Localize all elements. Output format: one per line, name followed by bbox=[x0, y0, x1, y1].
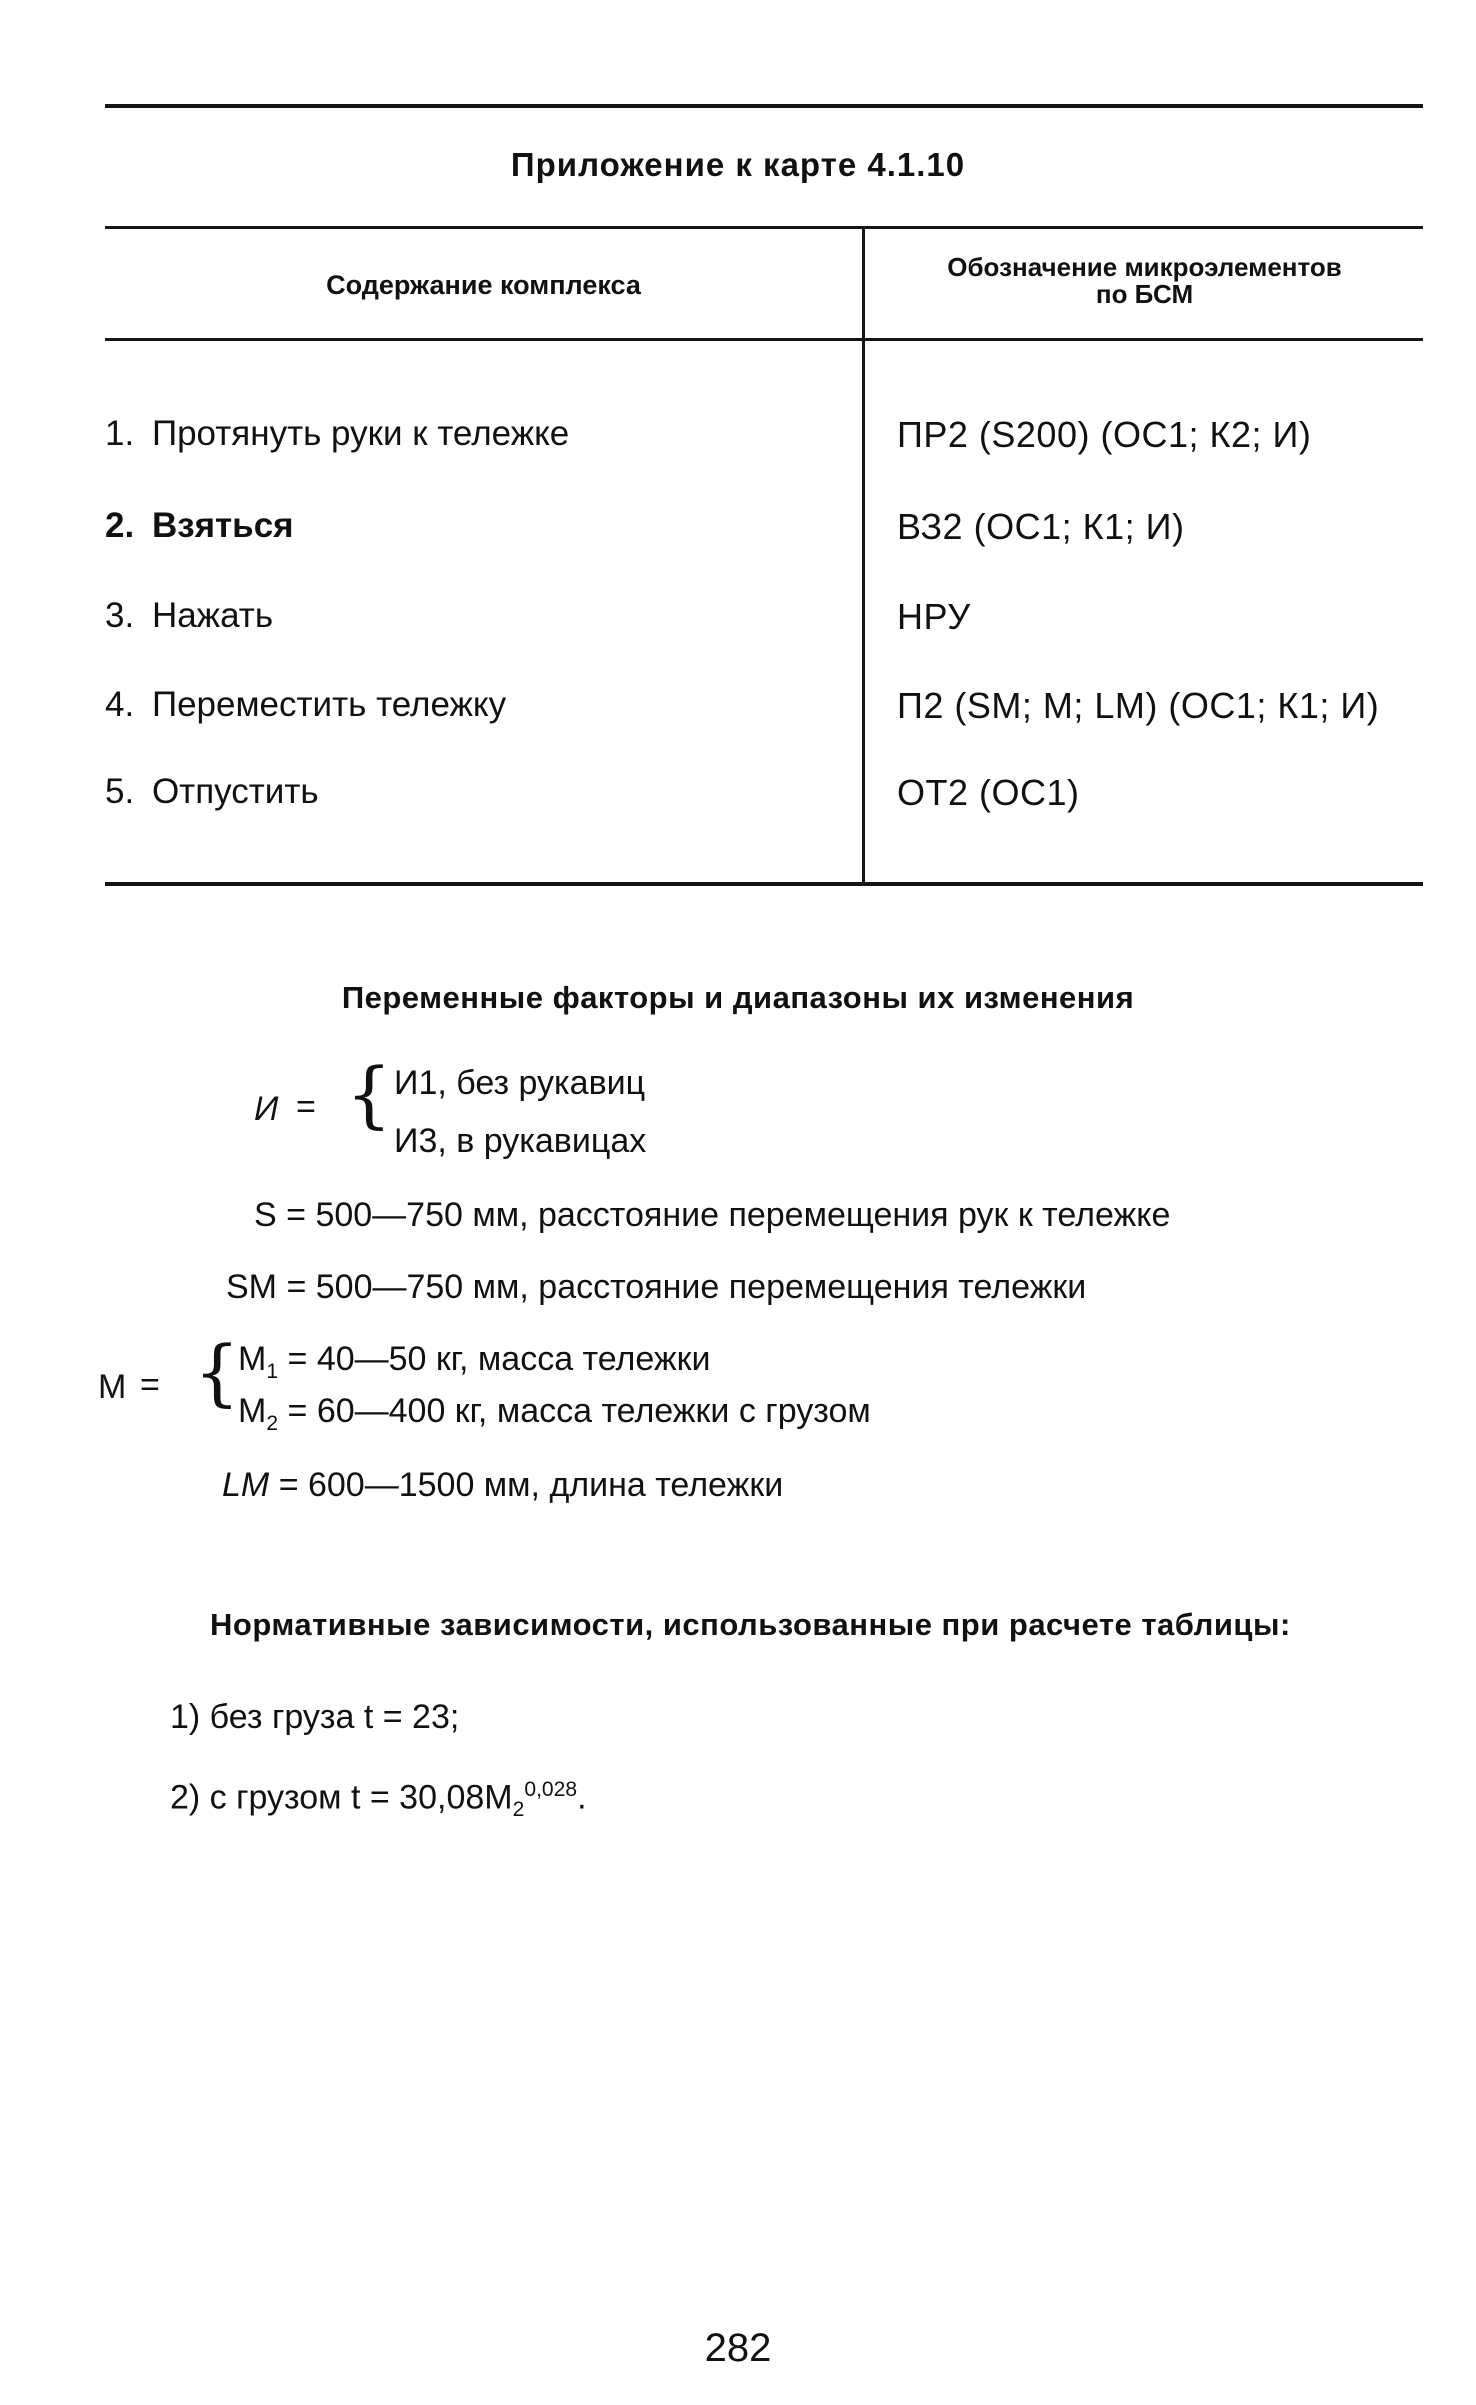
row-action: Переместить тележку bbox=[151, 685, 507, 724]
normative-title: Нормативные зависимости, использованные при расчете таблицы: bbox=[210, 1607, 1291, 1642]
factor-sm-text: = 500—750 мм, расстояние перемещения тележки bbox=[286, 1268, 1087, 1306]
factor-m1-sub: 1 bbox=[266, 1359, 279, 1383]
normative-item-1: 1) без груза t = 23; bbox=[170, 1698, 460, 1736]
normative-item2-sub: 2 bbox=[512, 1798, 525, 1822]
factor-sm bbox=[226, 1268, 1086, 1307]
normative-item2-prefix: 2) с грузом t = 30,08 bbox=[170, 1778, 485, 1817]
table-bottom-rule bbox=[105, 882, 1423, 886]
row-code: П2 (SM; M; LM) (ОС1; К1; И) bbox=[897, 685, 1380, 726]
factor-m2-sub: 2 bbox=[266, 1411, 279, 1435]
normative-item2-base: M bbox=[484, 1778, 513, 1817]
header-designation bbox=[866, 254, 1423, 308]
factor-s-symbol: S bbox=[254, 1196, 277, 1234]
normative-item2-suffix: . bbox=[577, 1778, 587, 1817]
factor-m2-text: = 60—400 кг, масса тележки с грузом bbox=[287, 1392, 871, 1430]
column-divider bbox=[862, 226, 865, 886]
row-action: Отпустить bbox=[151, 772, 319, 811]
row-number: 3. bbox=[105, 596, 135, 635]
factor-i-symbol: И bbox=[254, 1090, 279, 1128]
table-caption: Приложение к карте 4.1.10 bbox=[510, 146, 966, 183]
table-row bbox=[105, 506, 294, 546]
row-number: 5. bbox=[105, 772, 135, 811]
factor-i-eq: = bbox=[296, 1088, 316, 1126]
factor-m-symbol: M bbox=[98, 1368, 127, 1406]
row-action: Взяться bbox=[151, 506, 294, 545]
header-designation-line1: Обозначение микроэлементов bbox=[947, 252, 1342, 282]
row-number: 2. bbox=[105, 506, 135, 545]
row-code: ВЗ2 (ОС1; К1; И) bbox=[897, 506, 1185, 547]
page-number: 282 bbox=[704, 2326, 772, 2370]
top-rule bbox=[105, 104, 1423, 108]
table-row bbox=[105, 772, 319, 812]
row-number: 1. bbox=[105, 414, 135, 453]
normative-item-2 bbox=[170, 1778, 587, 1822]
table-row bbox=[105, 685, 506, 725]
header-designation-line2: по БСМ bbox=[1095, 279, 1194, 309]
factor-m1-text: = 40—50 кг, масса тележки bbox=[287, 1340, 711, 1378]
table-row bbox=[105, 414, 569, 454]
factor-s-text: = 500—750 мм, расстояние перемещения рук к тележке bbox=[286, 1196, 1171, 1234]
row-code: ПР2 (S200) (ОС1; К2; И) bbox=[897, 414, 1312, 455]
normative-item2-sup: 0,028 bbox=[524, 1778, 578, 1801]
row-action: Нажать bbox=[151, 596, 274, 635]
header-bottom-rule bbox=[105, 338, 1423, 341]
factor-sm-symbol: SM bbox=[226, 1268, 277, 1306]
factors-title: Переменные факторы и диапазоны их изменения bbox=[341, 980, 1135, 1015]
factor-lm-symbol: LM bbox=[222, 1466, 270, 1504]
factor-s bbox=[254, 1196, 1170, 1235]
table-top-rule bbox=[105, 226, 1423, 229]
factor-i-option2: И3, в рукавицах bbox=[394, 1122, 647, 1160]
brace-icon: { bbox=[194, 1330, 240, 1414]
row-code: НРУ bbox=[897, 596, 971, 637]
factor-m-eq: = bbox=[140, 1366, 160, 1404]
factor-m1-base: M bbox=[238, 1340, 267, 1378]
table-row bbox=[105, 596, 273, 636]
row-action: Протянуть руки к тележке bbox=[151, 414, 570, 453]
row-number: 4. bbox=[105, 685, 135, 724]
brace-icon: { bbox=[346, 1052, 392, 1136]
row-code: ОТ2 (ОС1) bbox=[897, 772, 1080, 813]
factor-m1 bbox=[238, 1340, 711, 1384]
factor-lm bbox=[222, 1466, 783, 1505]
factor-i-option1: И1, без рукавиц bbox=[394, 1064, 646, 1102]
factor-m2-base: M bbox=[238, 1392, 267, 1430]
factor-lm-text: = 600—1500 мм, длина тележки bbox=[278, 1466, 784, 1504]
factor-m2 bbox=[238, 1392, 871, 1436]
header-content: Содержание комплекса bbox=[326, 270, 641, 300]
